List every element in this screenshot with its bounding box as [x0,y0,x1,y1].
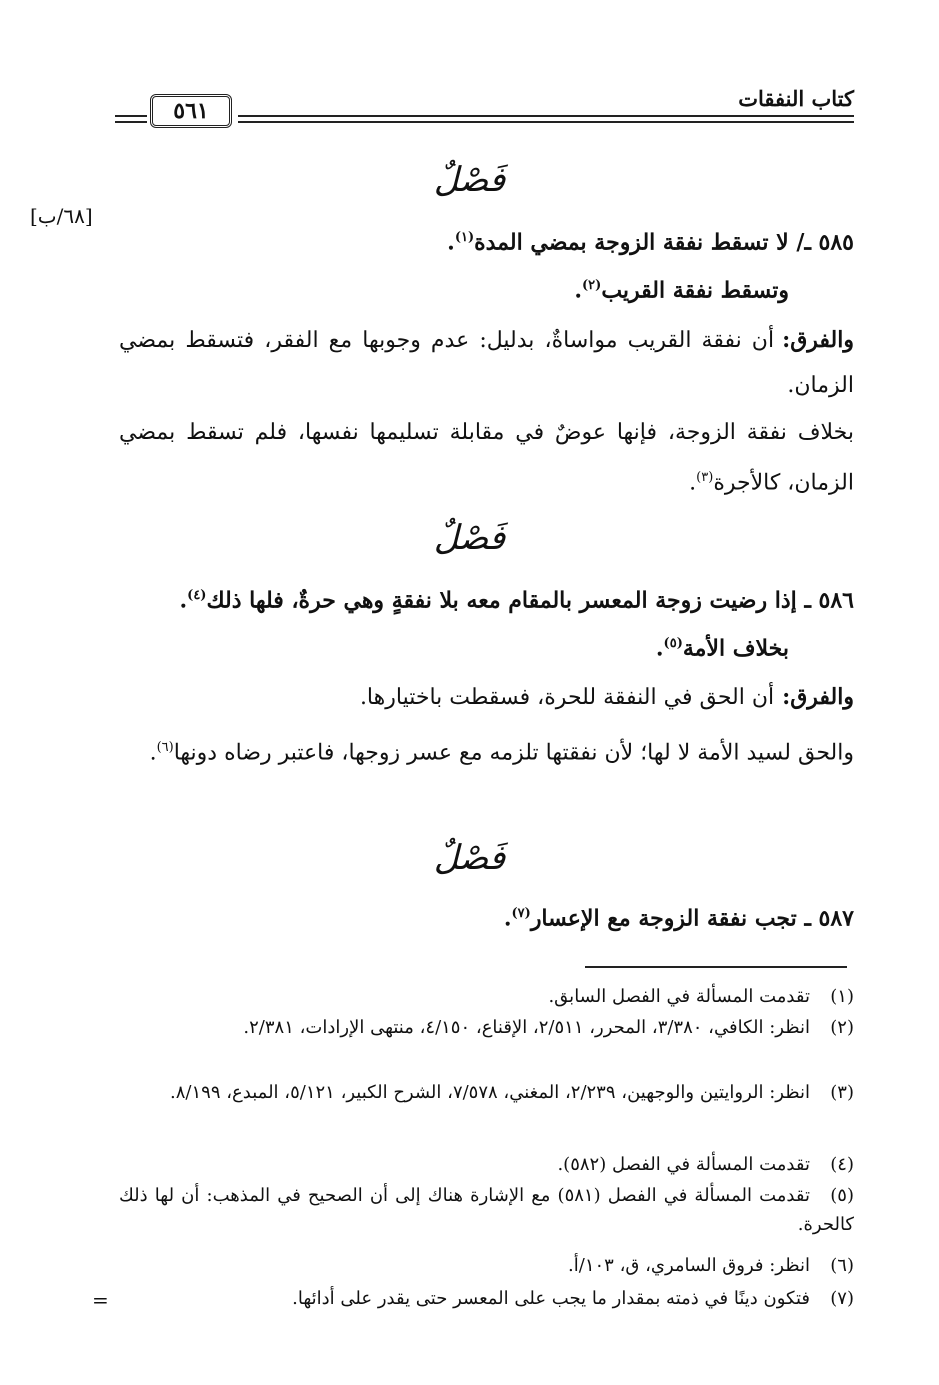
footnote-text: فتكون دينًا في ذمته بمقدار ما يجب على المعسر حتى يقدر على أدائها. [292,1288,810,1309]
footnote-text: انظر: فروق السامري، ق، ١٠٣/أ. [568,1255,810,1276]
footnote-text: تقدمت المسألة في الفصل (٥٨٢). [557,1154,810,1175]
difference-label: والفرق: [782,684,854,710]
footnote-number: (٢) [830,1017,854,1038]
header-rule-left-2 [115,121,147,123]
footnote-ref: (٦) [156,740,174,755]
issue-587-rule: ٥٨٧ ـ تجب نفقة الزوجة مع الإعسار$^{(٧)}$. [503,905,854,932]
issue-rule-text: تجب نفقة الزوجة مع الإعسار [530,905,797,932]
issue-number: ٥٨٧ ـ [804,905,854,932]
footnote-item [119,1181,854,1239]
continuation-mark: = [92,1288,109,1312]
footnote-item [119,1251,854,1280]
issue-rule-text: لا تسقط نفقة الزوجة بمضي المدة [474,229,789,256]
footnote-item [119,1150,854,1179]
footnote-text: تقدمت المسألة في الفصل السابق. [548,986,810,1007]
difference-text: أن نفقة القريب مواساةٌ، بدليل: عدم وجوبها مع الفقر، فتسقط بمضي الزمان. [119,328,854,398]
difference-label: والفرق: [782,327,854,353]
footnote-item [119,1284,854,1313]
footnote-item [119,982,854,1011]
footnote-number: (٦) [830,1255,854,1276]
margin-manuscript-ref: [٦٨/ب] [30,204,93,228]
footnote-text: انظر: الروايتين والوجهين، ٢/٢٣٩، المغني، ٧/٥٧٨، الشرح الكبير، ٥/١٢١، المبدع، ٨/١٩٩. [170,1082,810,1103]
footnote-ref: (٧) [511,906,531,921]
footnote-ref: (٥) [663,636,683,651]
issue-586-explanation: والحق لسيد الأمة لا لها؛ لأن نفقتها تلزمه مع عسر زوجها، فاعتبر رضاه دونها$^{(٦)}$. [149,740,854,766]
header-rule-left [115,115,147,117]
issue-586-rule: ٥٨٦ ـ إذا رضيت زوجة المعسر بالمقام معه بلا نفقةٍ وهي حرةٌ، فلها ذلك$^{(٤)}$. [179,587,854,614]
running-title: كتاب النفقات [738,86,854,111]
footnote-number: (٧) [830,1288,854,1309]
footnote-ref: (٤) [187,588,207,603]
section-heading: فَصْلٌ [433,838,506,878]
explanation-text: بخلاف نفقة الزوجة، فإنها عوضٌ في مقابلة تسليمها نفسها، فلم تسقط بمضي الزمان، كالأجرة [119,420,854,496]
section-heading: فَصْلٌ [433,518,506,558]
footnote-item [119,1078,854,1107]
page-number-text: ٥٦١ [173,98,209,124]
footnote-ref: (٣) [696,470,714,485]
footnote-number: (١) [830,986,854,1007]
footnote-separator [585,966,847,968]
footnote-number: (٤) [830,1154,854,1175]
issue-number: ٥٨٥ ـ/ [796,229,854,256]
issue-rule-text: إذا رضيت زوجة المعسر بالمقام معه بلا نفقةٍ وهي حرةٌ، فلها ذلك [206,587,797,614]
counter-rule-text: وتسقط نفقة القريب [601,277,789,304]
footnote-text: انظر: الكافي، ٣/٣٨٠، المحرر، ٢/٥١١، الإقناع، ٤/١٥٠، منتهى الإرادات، ٢/٣٨١. [243,1017,810,1038]
page-number [150,94,232,128]
header-rule-2 [238,121,854,123]
issue-585-counter: وتسقط نفقة القريب$^{(٢)}$. [574,277,789,304]
issue-585-rule: ٥٨٥ ـ/ لا تسقط نفقة الزوجة بمضي المدة$^{(١)}$. [447,229,854,256]
difference-text: أن الحق في النفقة للحرة، فسقطت باختيارها. [359,685,775,710]
counter-rule-text: بخلاف الأمة [682,635,789,662]
footnote-text: تقدمت المسألة في الفصل (٥٨١) مع الإشارة هناك إلى أن الصحيح في المذهب: أن لها ذلك كالحرة. [119,1185,854,1235]
footnote-number: (٥) [830,1185,854,1206]
issue-586-difference [119,675,854,720]
explanation-text: والحق لسيد الأمة لا لها؛ لأن نفقتها تلزمه مع عسر زوجها، فاعتبر رضاه دونها [173,740,854,766]
issue-586-counter: بخلاف الأمة$^{(٥)}$. [655,635,789,662]
footnote-ref: (١) [454,230,475,245]
issue-585-difference [119,318,854,408]
footnote-ref: (٢) [582,278,602,293]
footnote-number: (٣) [830,1082,854,1103]
header-rule [238,115,854,117]
section-heading: فَصْلٌ [433,160,506,200]
footnote-item [119,1013,854,1042]
issue-585-explanation: بخلاف نفقة الزوجة، فإنها عوضٌ في مقابلة تسليمها نفسها، فلم تسقط بمضي الزمان، كالأجرة$^{(٣)}$. [119,420,854,496]
issue-number: ٥٨٦ ـ [804,587,854,614]
